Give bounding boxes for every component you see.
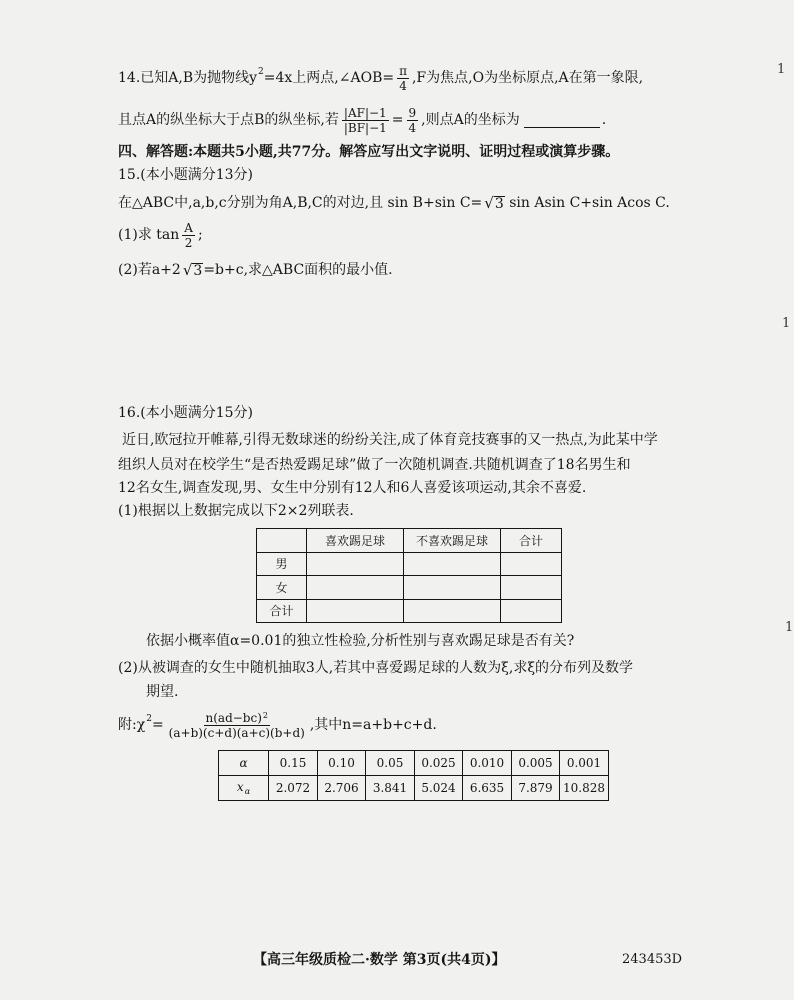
q16-part-1-question <box>146 630 574 652</box>
table-cell <box>307 600 404 623</box>
superscript: 2 <box>262 710 268 720</box>
square-root <box>183 261 203 279</box>
q14-line-1 <box>118 62 643 94</box>
q14-text: 且点A的纵坐标大于点B的纵坐标,若 <box>118 112 339 128</box>
superscript: 2 <box>146 714 152 724</box>
margin-mark: 1 <box>782 316 791 331</box>
superscript: 2 <box>258 67 264 77</box>
q16-part-1 <box>118 500 354 522</box>
q14-text: . <box>601 112 607 128</box>
fraction-numerator <box>204 711 270 726</box>
fraction <box>167 711 307 740</box>
answer-blank <box>524 113 600 128</box>
q15-text: (2)若a+2 <box>118 262 181 278</box>
subscript: α <box>244 787 251 796</box>
fraction-numerator: π <box>399 63 407 78</box>
q16-appendix-formula <box>118 709 437 741</box>
q15-text: ; <box>197 227 203 243</box>
q14-line-2 <box>118 104 606 136</box>
table-cell <box>404 553 501 576</box>
table-cell: 3.841 <box>366 776 415 801</box>
fraction-denominator: 4 <box>408 120 417 135</box>
fraction-numerator: |AF|−1 <box>343 105 387 120</box>
q16-text: (1)根据以上数据完成以下2×2列联表. <box>118 503 354 519</box>
q16-text: 期望. <box>146 684 179 700</box>
fraction-denominator: 4 <box>399 78 407 93</box>
table-cell <box>501 600 562 623</box>
table-header-cell: 合计 <box>501 529 562 553</box>
q16-part-2-cont <box>146 681 178 703</box>
table-cell: 0.025 <box>415 751 463 776</box>
table-cell <box>501 553 562 576</box>
sqrt-radicand: 3 <box>494 196 504 212</box>
q16-text: 依据小概率值α=0.01的独立性检验,分析性别与喜欢踢足球是否有关? <box>146 633 575 649</box>
q15-stem <box>118 192 670 214</box>
q16-intro-line <box>118 454 631 476</box>
section-heading <box>118 141 619 163</box>
appendix-text: 附:χ <box>118 717 146 733</box>
table-cell <box>307 553 404 576</box>
appendix-text: ,其中n=a+b+c+d. <box>309 717 437 733</box>
x-alpha-row <box>219 776 609 801</box>
fraction <box>182 221 195 250</box>
sqrt-sign: √ <box>484 194 494 212</box>
table-cell <box>501 576 562 600</box>
sqrt-radicand: 3 <box>193 263 203 279</box>
table-cell: 0.05 <box>366 751 415 776</box>
margin-mark: 1 <box>785 620 794 635</box>
q15-text: (1)求 tan <box>118 227 180 243</box>
table-cell: 2.072 <box>269 776 318 801</box>
section-heading-text: 四、解答题:本题共5小题,共77分。解答应写出文字说明、证明过程或演算步骤。 <box>118 144 620 160</box>
table-cell: 6.635 <box>463 776 512 801</box>
fraction-denominator: |BF|−1 <box>343 120 387 135</box>
critical-value-table <box>218 750 609 801</box>
table-row <box>257 600 562 623</box>
table-header-cell <box>257 529 307 553</box>
question-header-text: 16.(本小题满分15分) <box>118 405 254 421</box>
table-cell: 5.024 <box>415 776 463 801</box>
table-row-label: 合计 <box>257 600 307 623</box>
q16-intro-line <box>118 477 586 499</box>
fraction <box>342 106 389 135</box>
fraction <box>397 64 409 93</box>
margin-mark: 1 <box>777 62 786 77</box>
table-row-label: α <box>219 751 269 776</box>
q14-text: ,F为焦点,O为坐标原点,A在第一象限, <box>411 70 644 86</box>
table-cell <box>404 600 501 623</box>
q16-intro-line <box>122 429 658 451</box>
table-header-row <box>257 529 562 553</box>
q16-text: 近日,欧冠拉开帷幕,引得无数球迷的纷纷关注,成了体育竞技赛事的又一热点,为此某中学 <box>122 432 658 448</box>
table-row <box>257 576 562 600</box>
contingency-table <box>256 528 562 623</box>
table-cell: 0.15 <box>269 751 318 776</box>
table-cell <box>307 576 404 600</box>
table-cell: 2.706 <box>318 776 366 801</box>
table-cell: 0.10 <box>318 751 366 776</box>
q15-header <box>118 164 253 186</box>
equals-sign: = <box>391 112 404 128</box>
fraction-denominator: 2 <box>184 235 193 250</box>
table-row-label <box>219 776 269 801</box>
x-label: x <box>236 780 244 794</box>
fraction <box>407 106 419 135</box>
table-cell: 0.005 <box>512 751 560 776</box>
square-root <box>484 194 504 212</box>
footer-code: 243453D <box>622 952 683 967</box>
table-header-cell: 不喜欢踢足球 <box>404 529 501 553</box>
table-cell: 0.001 <box>560 751 609 776</box>
q15-part-2 <box>118 259 393 281</box>
question-header-text: 15.(本小题满分13分) <box>118 167 254 183</box>
table-cell: 0.010 <box>463 751 512 776</box>
table-row-label: 男 <box>257 553 307 576</box>
q14-text: 14.已知A,B为抛物线y <box>118 70 258 86</box>
q14-text: =4x上两点,∠AOB= <box>263 70 395 86</box>
equals-sign: = <box>151 717 164 733</box>
q16-text: (2)从被调查的女生中随机抽取3人,若其中喜爱踢足球的人数为ξ,求ξ的分布列及数学 <box>118 660 634 676</box>
numerator-text: n(ad−bc) <box>205 710 262 725</box>
q15-text: =b+c,求△ABC面积的最小值. <box>203 262 393 278</box>
table-row <box>257 553 562 576</box>
table-cell: 7.879 <box>512 776 560 801</box>
q15-part-1 <box>118 219 203 251</box>
q16-text: 组织人员对在校学生“是否热爱踢足球”做了一次随机调查.共随机调查了18名男生和 <box>118 457 631 473</box>
table-row-label: 女 <box>257 576 307 600</box>
table-cell <box>404 576 501 600</box>
table-cell: 10.828 <box>560 776 609 801</box>
q16-header <box>118 402 253 424</box>
q15-text: 在△ABC中,a,b,c分别为角A,B,C的对边,且 sin B+sin C= <box>118 195 483 211</box>
q14-text: ,则点A的坐标为 <box>421 112 520 128</box>
fraction-numerator: 9 <box>408 105 417 120</box>
q16-part-2 <box>118 657 633 679</box>
table-header-cell: 喜欢踢足球 <box>307 529 404 553</box>
fraction-denominator: (a+b)(c+d)(a+c)(b+d) <box>168 725 305 740</box>
fraction-numerator: A <box>184 220 193 235</box>
alpha-row <box>219 751 609 776</box>
sqrt-sign: √ <box>182 261 193 279</box>
q16-text: 12名女生,调查发现,男、女生中分别有12人和6人喜爱该项运动,其余不喜爱. <box>118 480 587 496</box>
footer-title: 【高三年级质检二·数学 第3页(共4页)】 <box>253 952 506 968</box>
q15-text: sin Asin C+sin Acos C. <box>504 195 670 211</box>
